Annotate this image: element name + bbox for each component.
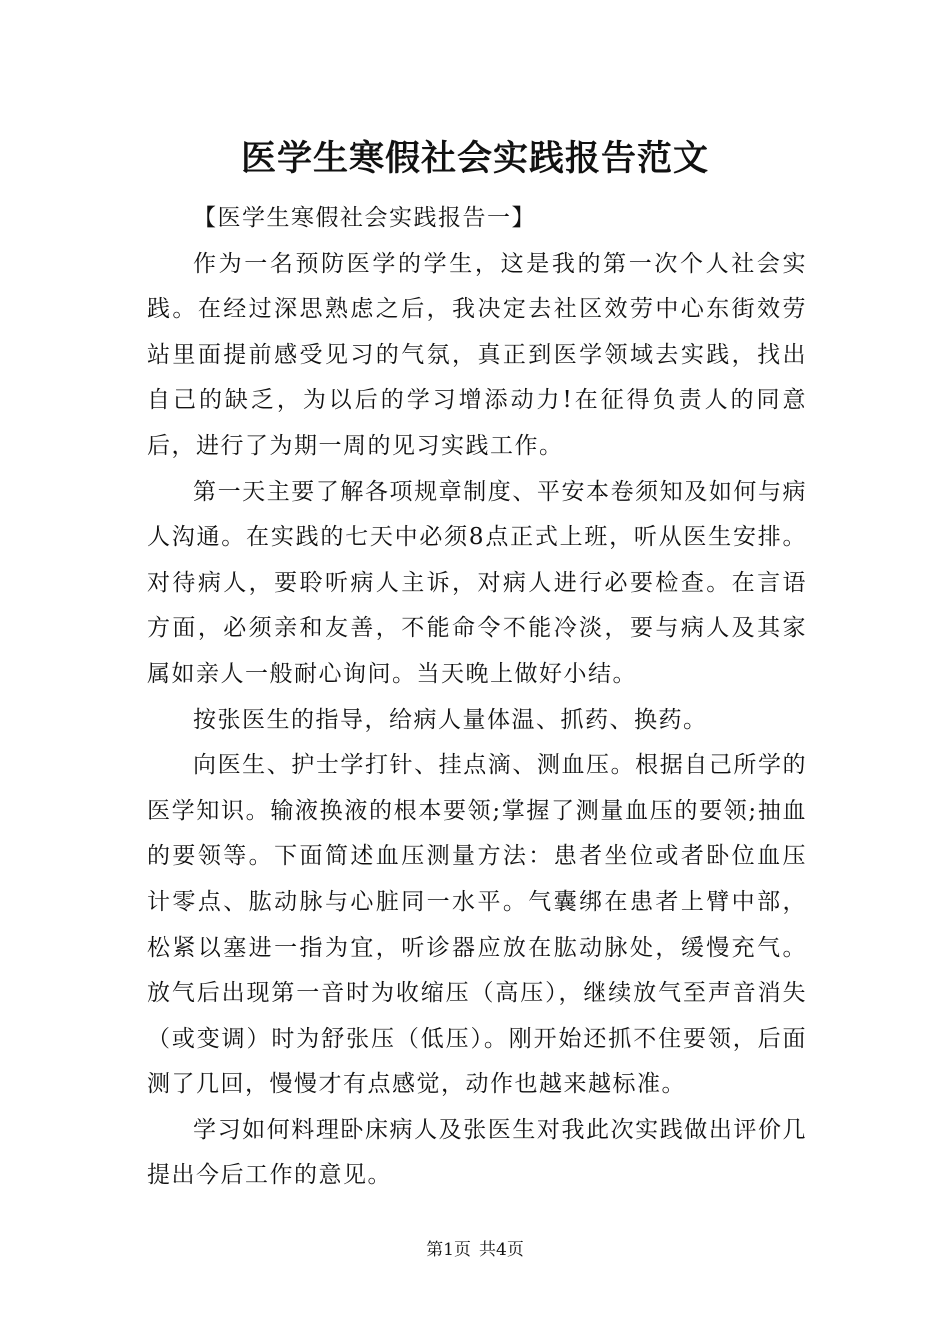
page-footer [0, 1238, 950, 1262]
paragraph-2: 第一天主要了解各项规章制度、平安本卷须知及如何与病人沟通。在实践的七天中必须8点正式上班，听从医生安排。对待病人，要聆听病人主诉，对病人进行必要检查。在言语方面，必须亲和友善，不能命令不能冷淡，要与病人及其家属如亲人一般耐心询问。当天晚上做好小结。 [147, 478, 807, 687]
document-body [147, 196, 807, 1199]
paragraph-4: 向医生、护士学打针、挂点滴、测血压。根据自己所学的医学知识。输液换液的根本要领;掌握了测量血压的要领;抽血的要领等。下面简述血压测量方法：患者坐位或者卧位血压计零点、肱动脉与心脏同一水平。气囊绑在患者上臂中部，松紧以塞进一指为宜，听诊器应放在肱动脉处，缓慢充气。放气后出现第一音时为收缩压（高压），继续放气至声音消失（或变调）时为舒张压（低压）。刚开始还抓不住要领，后面测了几回，慢慢才有点感觉，动作也越来越标准。 [147, 752, 807, 1098]
paragraph-5: 学习如何料理卧床病人及张医生对我此次实践做出评价几提出今后工作的意见。 [147, 1116, 807, 1189]
page-number: 第1页 [426, 1240, 471, 1260]
page-title: 医学生寒假社会实践报告范文 [240, 138, 709, 179]
section-heading: 【医学生寒假社会实践报告一】 [193, 205, 536, 231]
paragraph-1: 作为一名预防医学的学生，这是我的第一次个人社会实践。在经过深思熟虑之后，我决定去社区效劳中心东街效劳站里面提前感受见习的气氛，真正到医学领域去实践，找出自己的缺乏，为以后的学习增添动力!在征得负责人的同意后，进行了为期一周的见习实践工作。 [147, 250, 807, 459]
paragraph-3: 按张医生的指导，给病人量体温、抓药、换药。 [193, 706, 708, 733]
page-total: 共4页 [479, 1240, 524, 1260]
